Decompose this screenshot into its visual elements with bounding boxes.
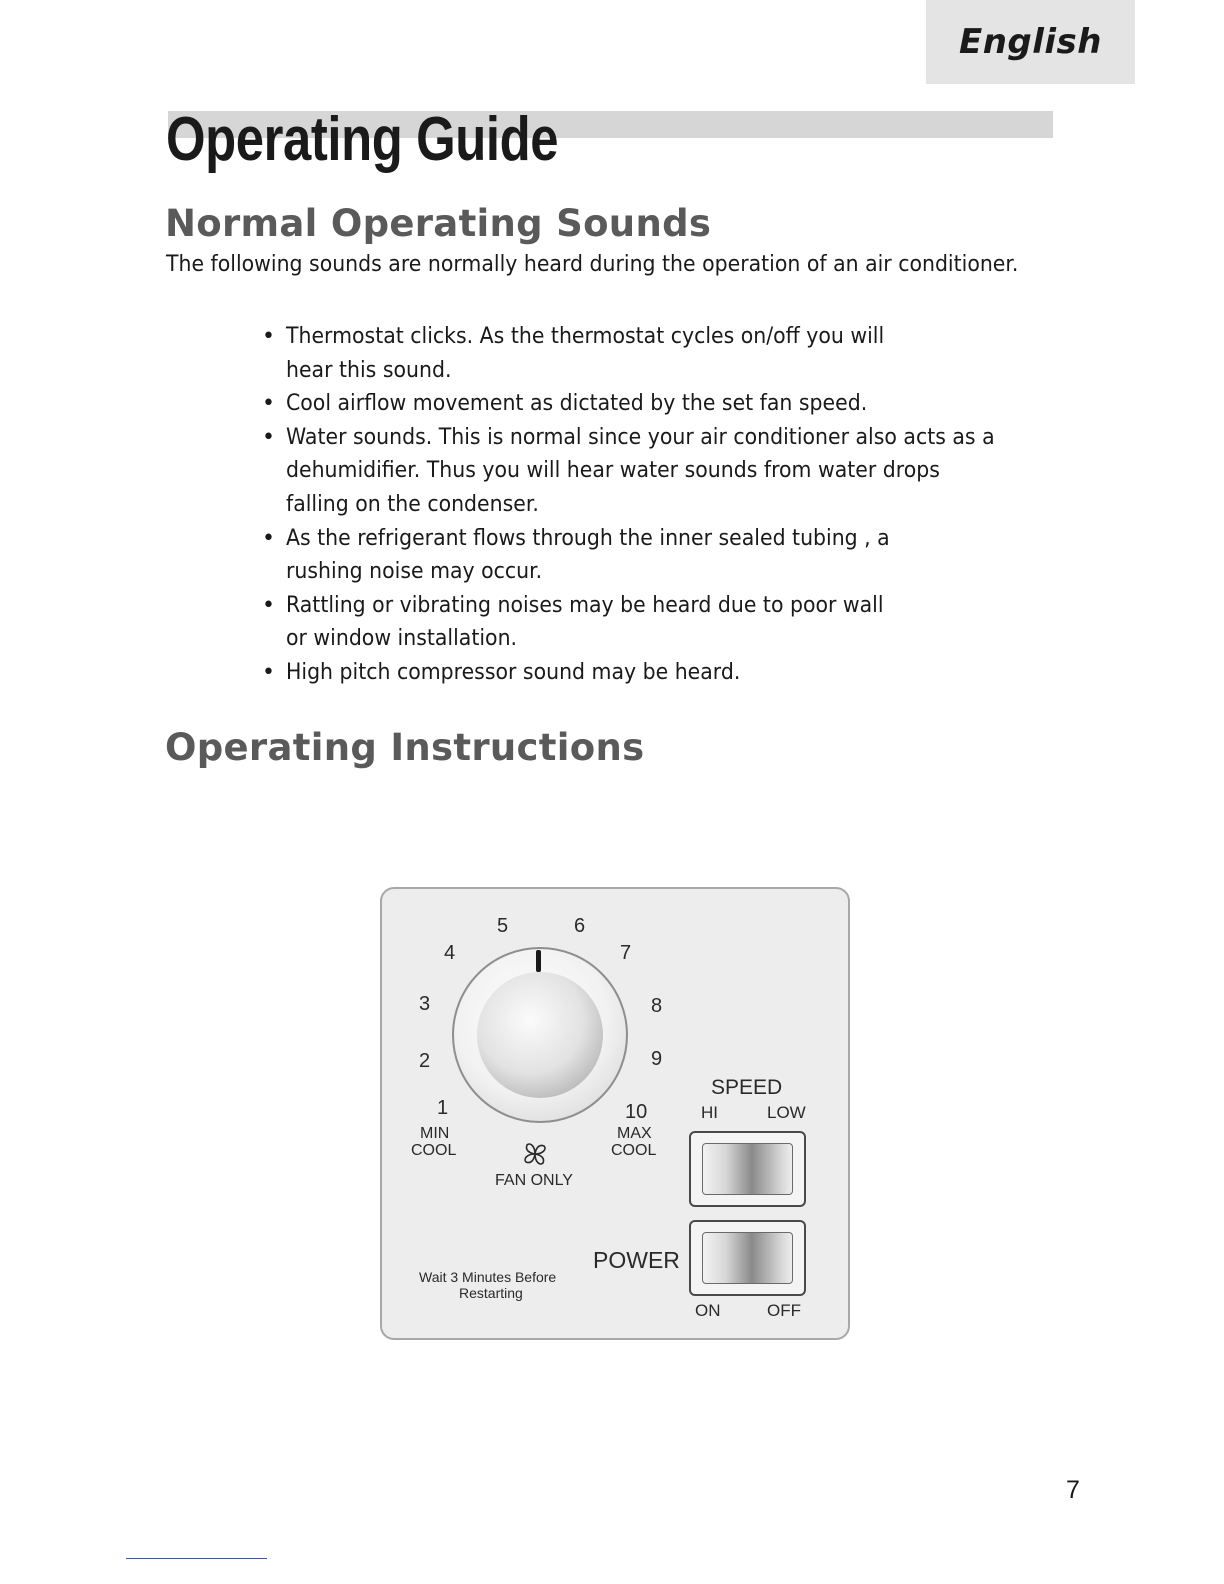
bullet-icon: • xyxy=(262,659,275,685)
list-item-line: falling on the condenser. xyxy=(286,491,539,517)
power-off-label: OFF xyxy=(767,1301,801,1320)
dial-number-5: 5 xyxy=(497,915,509,937)
dial-number-3: 3 xyxy=(419,993,431,1015)
wait-notice-line2: Restarting xyxy=(459,1285,523,1301)
max-label: MAX xyxy=(617,1125,652,1142)
min-label: MIN xyxy=(420,1125,450,1142)
list-item xyxy=(262,589,1052,656)
dial-number-4: 4 xyxy=(444,942,456,964)
list-item-line: rushing noise may occur. xyxy=(286,559,543,585)
max-cool-label: COOL xyxy=(611,1142,657,1159)
list-item-line: or window installation. xyxy=(286,626,518,652)
list-item-line: Thermostat clicks. As the thermostat cycles on/off you will xyxy=(286,324,885,349)
list-item-line: Rattling or vibrating noises may be heard due to poor wall xyxy=(286,592,884,618)
list-item xyxy=(262,656,1052,690)
list-item xyxy=(262,421,1052,522)
page-number: 7 xyxy=(1066,1476,1080,1504)
dial-number-2: 2 xyxy=(419,1050,431,1072)
bullet-icon: • xyxy=(262,525,275,551)
language-tab: English xyxy=(926,0,1135,84)
fan-only-label: FAN ONLY xyxy=(495,1172,573,1189)
list-item-line: hear this sound. xyxy=(286,357,452,383)
dial-number-9: 9 xyxy=(651,1048,663,1070)
power-switch[interactable] xyxy=(689,1220,806,1296)
speed-switch-rocker xyxy=(702,1143,793,1195)
speed-hi-label: HI xyxy=(701,1103,718,1122)
bullet-icon: • xyxy=(262,592,275,618)
list-item-line: High pitch compressor sound may be heard. xyxy=(286,659,741,685)
bullet-icon: • xyxy=(262,424,275,450)
dial-number-10: 10 xyxy=(625,1101,648,1123)
list-item xyxy=(262,522,1052,589)
sounds-heading: Normal Operating Sounds xyxy=(165,202,712,245)
power-switch-rocker xyxy=(702,1232,793,1284)
fan-icon xyxy=(522,1141,548,1167)
dial-number-6: 6 xyxy=(574,915,586,937)
list-item-line: Water sounds. This is normal since your air conditioner also acts as a xyxy=(286,424,995,450)
speed-label: SPEED xyxy=(711,1076,783,1099)
power-on-label: ON xyxy=(695,1301,721,1320)
min-cool-label: COOL xyxy=(411,1142,457,1159)
power-label: POWER xyxy=(593,1247,680,1273)
thermostat-knob-face xyxy=(477,972,603,1098)
footer-rule xyxy=(126,1558,267,1559)
bullet-icon: • xyxy=(262,324,275,349)
dial-number-7: 7 xyxy=(620,942,632,964)
dial-number-8: 8 xyxy=(651,995,663,1017)
list-item-line: dehumidifier. Thus you will hear water sounds from water drops xyxy=(286,458,940,484)
speed-low-label: LOW xyxy=(767,1103,806,1122)
speed-switch[interactable] xyxy=(689,1131,806,1207)
list-item-line: As the refrigerant flows through the inner sealed tubing , a xyxy=(286,525,890,551)
instructions-heading: Operating Instructions xyxy=(165,726,645,769)
knob-pointer xyxy=(536,950,541,972)
sounds-intro: The following sounds are normally heard during the operation of an air conditioner. xyxy=(166,252,1019,277)
bullet-icon: • xyxy=(262,391,275,417)
dial-number-1: 1 xyxy=(437,1097,449,1119)
list-item xyxy=(262,320,1052,387)
sounds-list xyxy=(262,320,1052,690)
list-item-line: Cool airflow movement as dictated by the set fan speed. xyxy=(286,391,868,417)
list-item xyxy=(262,387,1052,421)
wait-notice-line1: Wait 3 Minutes Before xyxy=(419,1269,557,1285)
page-title: Operating Guide xyxy=(166,105,559,174)
